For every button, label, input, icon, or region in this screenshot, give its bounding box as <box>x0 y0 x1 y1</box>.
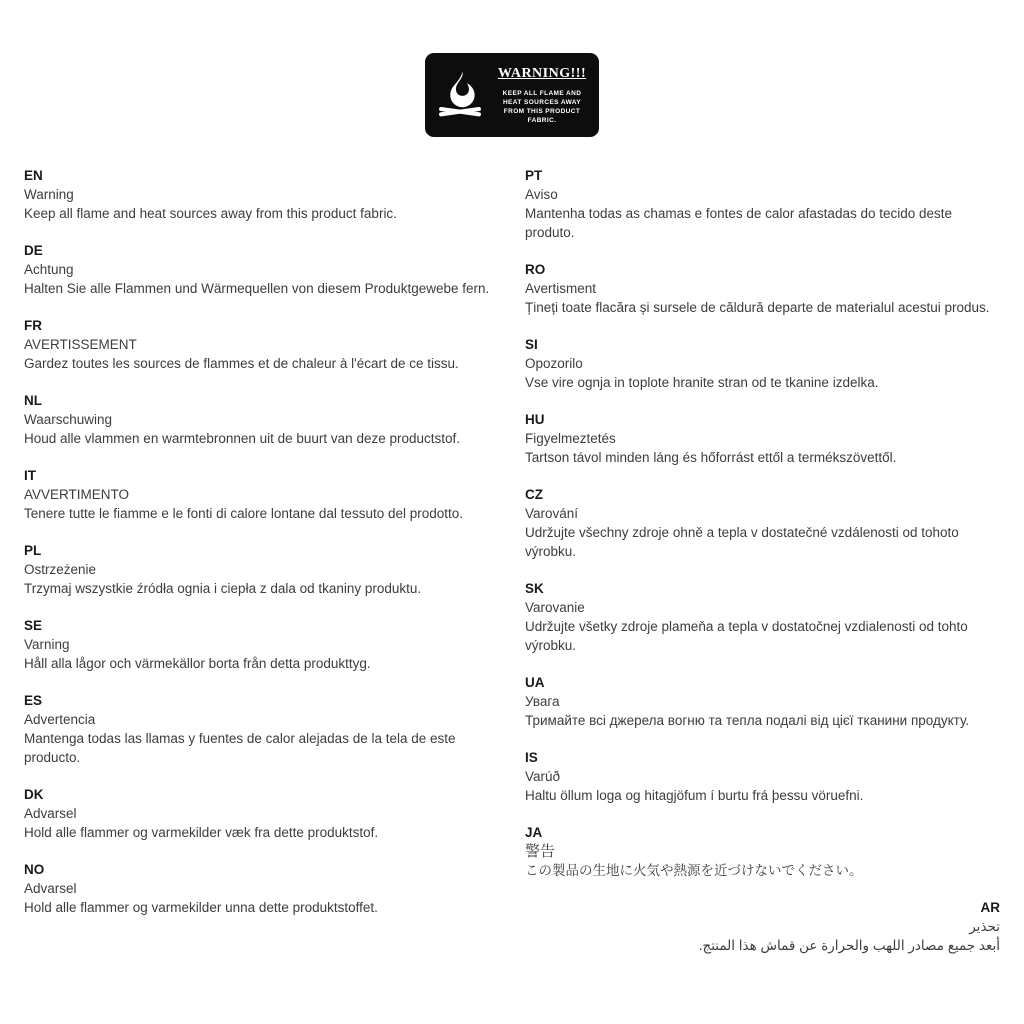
language-entry <box>525 485 1000 561</box>
language-code: PT <box>525 168 543 183</box>
warning-title: Varúð <box>525 769 561 784</box>
language-entry <box>24 241 499 298</box>
warning-text: Hold alle flammer og varmekilder væk fra dette produktstof. <box>24 825 379 840</box>
warning-title: 警告 <box>525 843 556 860</box>
language-code: IT <box>24 468 36 483</box>
language-entry <box>24 691 499 767</box>
warning-title: Varování <box>525 506 579 521</box>
language-code: NO <box>24 862 45 877</box>
warning-title: Увага <box>525 694 560 709</box>
warning-title: Waarschuwing <box>24 412 113 427</box>
warning-text: Hold alle flammer og varmekilder unna dette produktstoffet. <box>24 900 378 915</box>
warning-text: この製品の生地に火気や熱源を近づけないでください。 <box>525 863 863 878</box>
language-entry <box>525 748 1000 805</box>
warning-text: Mantenha todas as chamas e fontes de calor afastadas do tecido deste produto. <box>525 206 953 240</box>
warning-title: Figyelmeztetés <box>525 431 616 446</box>
warning-title: Varning <box>24 637 70 652</box>
language-entry <box>24 466 499 523</box>
warning-text: Trzymaj wszystkie źródła ognia i ciepła z dala od tkaniny produktu. <box>24 581 422 596</box>
language-code: DK <box>24 787 44 802</box>
language-code: DE <box>24 243 43 258</box>
language-code: AR <box>980 900 1000 915</box>
warning-text: Keep all flame and heat sources away from this product fabric. <box>24 206 397 221</box>
warning-badge-title: WARNING!!! <box>497 65 587 81</box>
campfire-flame-icon <box>432 63 488 127</box>
language-code: SE <box>24 618 43 633</box>
warning-title: Achtung <box>24 262 74 277</box>
warning-title: Avertisment <box>525 281 597 296</box>
warning-badge-line: FROM THIS PRODUCT <box>503 107 581 115</box>
language-entry <box>525 898 1000 955</box>
warning-text: Håll alla lågor och värmekällor borta från detta produkttyg. <box>24 656 371 671</box>
left-column <box>24 166 499 973</box>
warning-title: AVVERTIMENTO <box>24 487 130 502</box>
language-code: HU <box>525 412 545 427</box>
warning-text: Mantenga todas las llamas y fuentes de calor alejadas de la tela de este producto. <box>24 731 456 765</box>
warning-title: Warning <box>24 187 74 202</box>
warning-text: Țineți toate flacăra și sursele de căldură departe de materialul acestui produs. <box>525 300 990 315</box>
warning-title: Ostrzeżenie <box>24 562 97 577</box>
warning-text: Gardez toutes les sources de flammes et de chaleur à l'écart de ce tissu. <box>24 356 459 371</box>
language-code: NL <box>24 393 42 408</box>
warning-text: Tartson távol minden láng és hőforrást ettől a termékszövettől. <box>525 450 897 465</box>
language-entry <box>525 579 1000 655</box>
language-code: SK <box>525 581 544 596</box>
language-entry <box>525 823 1000 880</box>
warning-text: Тримайте всі джерела вогню та тепла подалі від цієї тканини продукту. <box>525 713 970 728</box>
language-code: IS <box>525 750 538 765</box>
warning-text: Halten Sie alle Flammen und Wärmequellen von diesem Produktgewebe fern. <box>24 281 490 296</box>
language-entry <box>24 166 499 223</box>
language-entry <box>525 410 1000 467</box>
language-entry <box>525 166 1000 242</box>
warning-title: Advarsel <box>24 881 77 896</box>
language-code: UA <box>525 675 545 690</box>
language-code: EN <box>24 168 43 183</box>
right-column <box>525 166 1000 973</box>
language-entry <box>525 335 1000 392</box>
warning-badge-line: KEEP ALL FLAME AND <box>502 89 582 97</box>
language-entry <box>525 673 1000 730</box>
language-code: JA <box>525 825 543 840</box>
warning-badge <box>426 54 598 136</box>
language-code: ES <box>24 693 43 708</box>
language-code: RO <box>525 262 546 277</box>
warning-badge-line: FABRIC. <box>527 116 557 124</box>
warning-title: Advertencia <box>24 712 96 727</box>
language-entry <box>24 616 499 673</box>
language-columns <box>24 166 1000 973</box>
language-code: PL <box>24 543 42 558</box>
language-entry <box>525 260 1000 317</box>
warning-text: Udržujte všechny zdroje ohně a tepla v dostatečné vzdálenosti od tohoto výrobku. <box>525 525 959 559</box>
language-entry <box>24 316 499 373</box>
warning-title: Aviso <box>525 187 558 202</box>
warning-text: Houd alle vlammen en warmtebronnen uit de buurt van deze productstof. <box>24 431 461 446</box>
language-code: FR <box>24 318 42 333</box>
warning-title: Varovanie <box>525 600 585 615</box>
warning-text: Vse vire ognja in toplote hranite stran od te tkanine izdelka. <box>525 375 879 390</box>
warning-badge-line: HEAT SOURCES AWAY <box>502 98 582 106</box>
warning-title: Advarsel <box>24 806 77 821</box>
language-code: CZ <box>525 487 543 502</box>
warning-title: تحذير <box>969 919 1000 934</box>
warning-badge-wrapper <box>0 54 1024 136</box>
warning-badge-text <box>494 66 590 125</box>
warning-title: Opozorilo <box>525 356 583 371</box>
language-entry <box>24 541 499 598</box>
warning-title: AVERTISSEMENT <box>24 337 137 352</box>
language-entry <box>24 860 499 917</box>
language-code: SI <box>525 337 538 352</box>
warning-text: أبعد جميع مصادر اللهب والحرارة عن قماش هذا المنتج. <box>698 938 1000 953</box>
language-entry <box>24 391 499 448</box>
warning-text: Tenere tutte le fiamme e le fonti di calore lontane dal tessuto del prodotto. <box>24 506 464 521</box>
warning-text: Udržujte všetky zdroje plameňa a tepla v dostatočnej vzdialenosti od tohto výrobku. <box>525 619 968 653</box>
language-entry <box>24 785 499 842</box>
warning-text: Haltu öllum loga og hitagjöfum í burtu frá þessu vöruefni. <box>525 788 864 803</box>
